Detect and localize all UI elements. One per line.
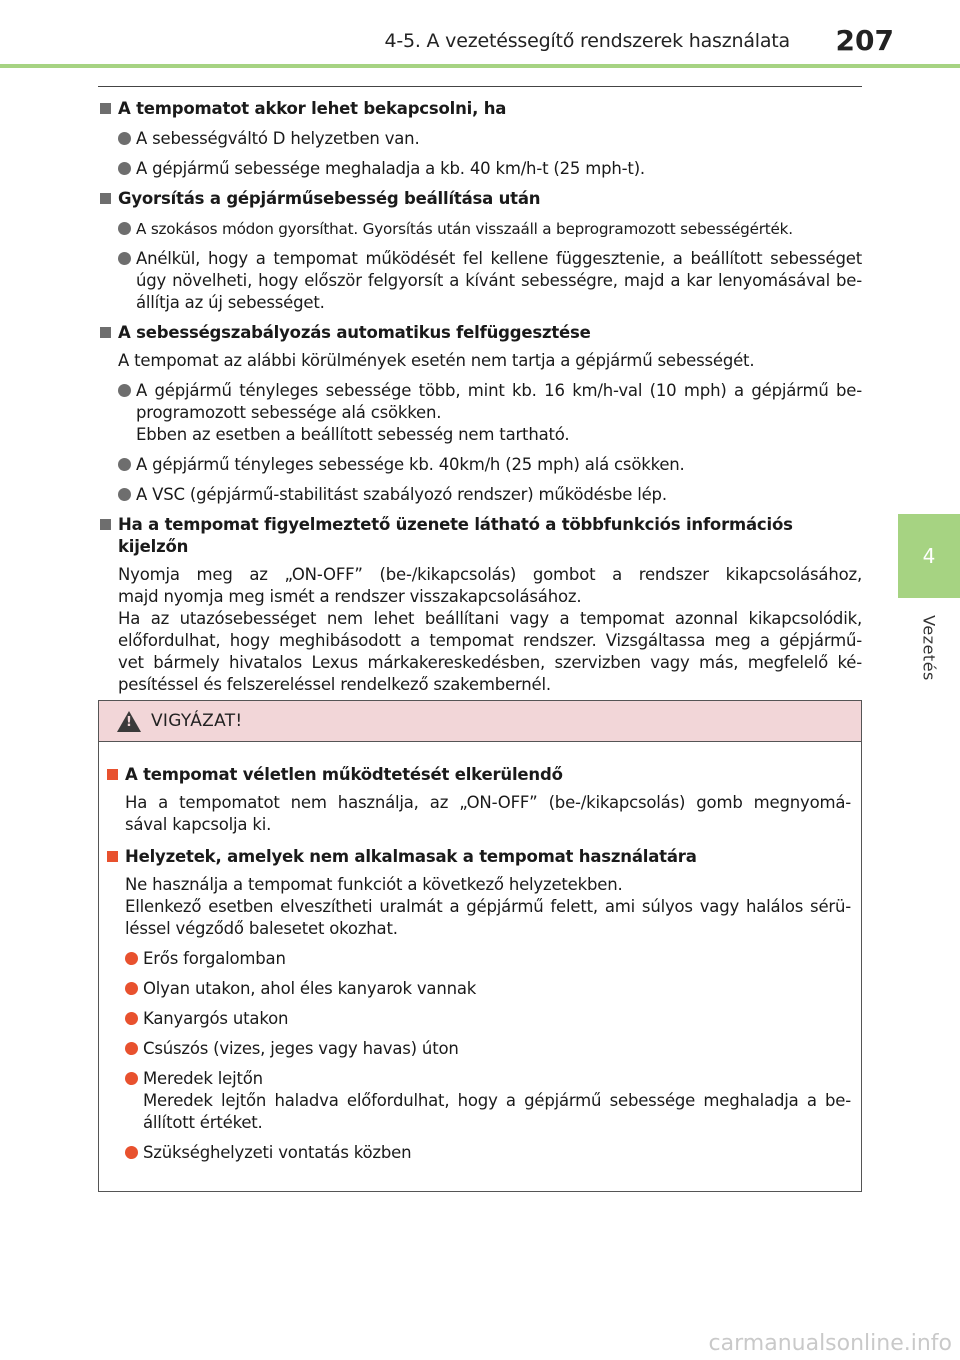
circle-bullet-icon	[125, 982, 138, 995]
warning-section-title: A tempomat véletlen működtetését elkerülendő	[105, 764, 851, 786]
section-title: Gyorsítás a gépjárműsebesség beállítása után	[98, 188, 862, 210]
chapter-title: 4-5. A vezetéssegítő rendszerek használata	[384, 30, 790, 52]
list-item: A gépjármű sebessége meghaladja a kb. 40 km/h-t (25 mph-t).	[98, 158, 862, 180]
list-item: Anélkül, hogy a tempomat működését fel kellene függesztenie, a beállított sebességet úgy növelheti, hogy először felgyorsít a kívánt sebességre, majd a kar lenyomásával be- állítja az új sebességet.	[98, 248, 862, 314]
section-title: Ha a tempomat figyelmeztető üzenete látható a többfunkciós információs kijelzőn	[98, 514, 862, 558]
list-item: A VSC (gépjármű-stabilitást szabályozó rendszer) működésbe lép.	[98, 484, 862, 506]
list-item: A gépjármű tényleges sebessége kb. 40km/h (25 mph) alá csökken.	[98, 454, 862, 476]
circle-bullet-icon	[125, 1072, 138, 1085]
square-bullet-icon	[107, 851, 118, 862]
warning-list-item: Olyan utakon, ahol éles kanyarok vannak	[105, 978, 851, 1000]
site-watermark: carmanualsonline.info	[708, 1331, 952, 1356]
header-divider	[0, 64, 960, 68]
page-number: 207	[835, 24, 894, 57]
circle-bullet-icon	[125, 1146, 138, 1159]
main-content	[98, 98, 862, 696]
circle-bullet-icon	[118, 384, 131, 397]
warning-paragraph: Ha a tempomatot nem használja, az „ON-OFF” (be-/kikapcsolás) gomb megnyomá- sával kapcsolja ki.	[125, 793, 851, 834]
circle-bullet-icon	[118, 132, 131, 145]
warning-title: VIGYÁZAT!	[151, 711, 243, 731]
warning-list-item: Meredek lejtőn Meredek lejtőn haladva előfordulhat, hogy a gépjármű sebessége meghaladja a be- állított értéket.	[105, 1068, 851, 1134]
circle-bullet-icon	[118, 162, 131, 175]
circle-bullet-icon	[125, 952, 138, 965]
list-item: A szokásos módon gyorsíthat. Gyorsítás után visszaáll a beprogramozott sebességérték.	[98, 218, 862, 240]
circle-bullet-icon	[118, 458, 131, 471]
warning-list-item: Szükséghelyzeti vontatás közben	[105, 1142, 851, 1164]
circle-bullet-icon	[118, 488, 131, 501]
square-bullet-icon	[100, 103, 111, 114]
warning-section-title: Helyzetek, amelyek nem alkalmasak a tempomat használatára	[105, 846, 851, 868]
warning-triangle-icon	[117, 711, 141, 732]
warning-list-item: Csúszós (vizes, jeges vagy havas) úton	[105, 1038, 851, 1060]
warning-header	[99, 701, 861, 742]
warning-box	[98, 700, 862, 1192]
content-top-rule	[98, 86, 862, 87]
chapter-tab: 4	[898, 514, 960, 598]
square-bullet-icon	[100, 327, 111, 338]
warning-list-item: Kanyargós utakon	[105, 1008, 851, 1030]
chapter-tab-label: Vezetés	[919, 615, 939, 681]
warning-list-item: Erős forgalomban	[105, 948, 851, 970]
warning-body	[99, 742, 861, 1164]
square-bullet-icon	[100, 519, 111, 530]
section-title: A sebességszabályozás automatikus felfüggesztése	[98, 322, 862, 344]
circle-bullet-icon	[125, 1042, 138, 1055]
warning-paragraph: Ne használja a tempomat funkciót a következő helyzetekben. Ellenkező esetben elveszítheti uralmát a gépjármű felett, ami súlyos vagy halálos sérü- léssel végződő balesetet okozhat.	[125, 875, 851, 938]
section-paragraph: Nyomja meg az „ON-OFF” (be-/kikapcsolás) gombot a rendszer kikapcsolásához, majd nyomja meg ismét a rendszer visszakapcsolásához. Ha az utazósebességet nem lehet beállítani vagy a tempomat azonnal kikapcsolódik, előfordulhat, hogy meghibásodott a tempomat rendszer. Vizsgáltassa meg a gépjármű- vet bármely hivatalos Lexus márkakereskedésben, szervizben vagy más, megfelelő ké- pesítéssel és felszereléssel rendelkező szakembernél.	[118, 565, 862, 694]
list-item: A sebességváltó D helyzetben van.	[98, 128, 862, 150]
circle-bullet-icon	[118, 222, 131, 235]
circle-bullet-icon	[125, 1012, 138, 1025]
section-title: A tempomatot akkor lehet bekapcsolni, ha	[98, 98, 862, 120]
list-item: A gépjármű tényleges sebessége több, mint kb. 16 km/h-val (10 mph) a gépjármű be- programozott sebessége alá csökken. Ebben az esetben a beállított sebesség nem tartható.	[98, 380, 862, 446]
section-paragraph: A tempomat az alábbi körülmények esetén nem tartja a gépjármű sebességét.	[118, 351, 755, 370]
square-bullet-icon	[100, 193, 111, 204]
circle-bullet-icon	[118, 252, 131, 265]
square-bullet-icon	[107, 769, 118, 780]
